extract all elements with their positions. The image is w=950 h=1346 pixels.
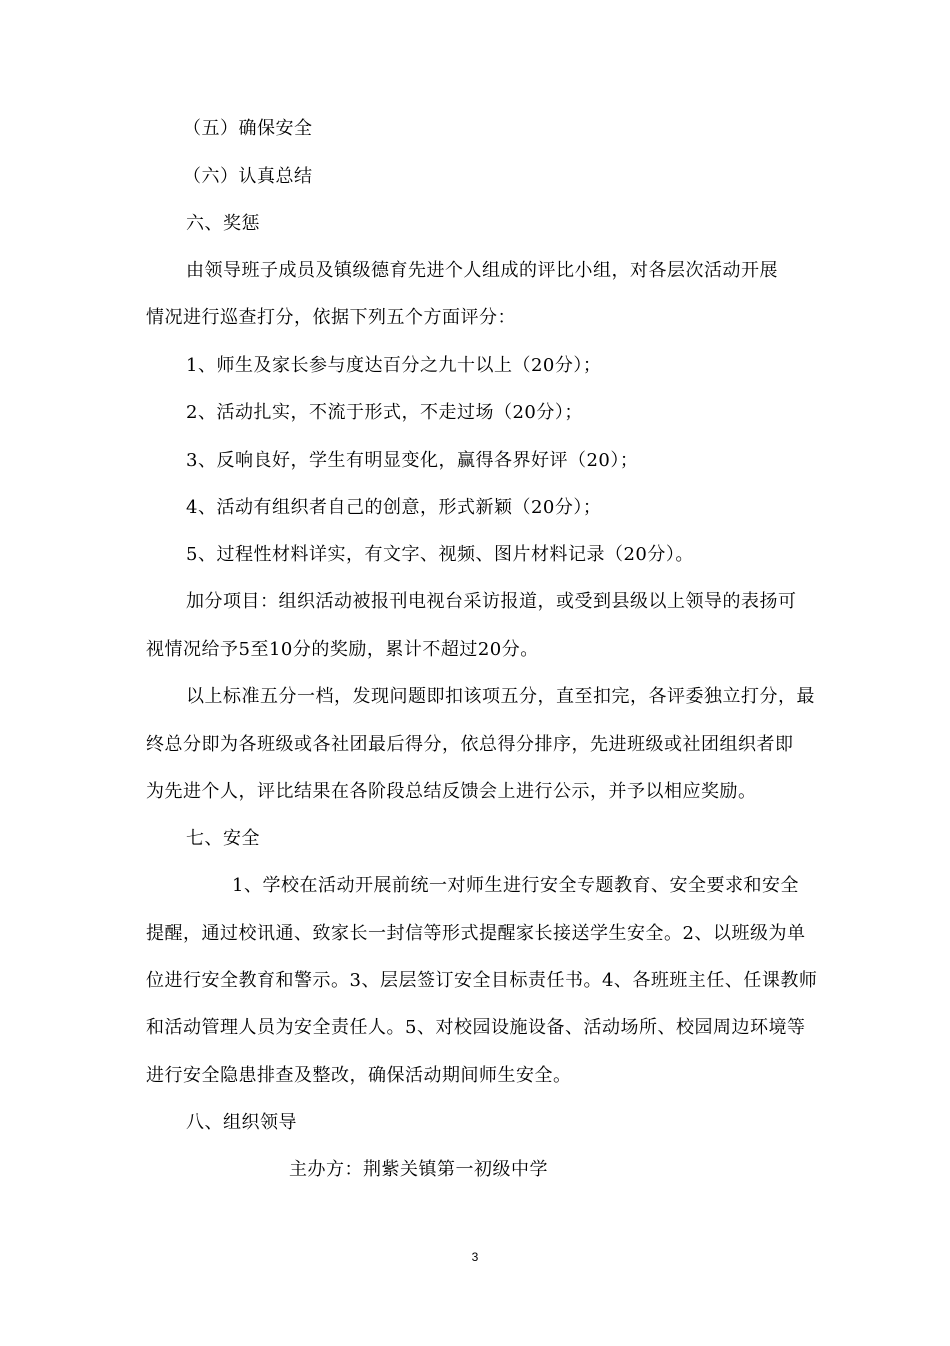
- paragraph-line: 终总分即为各班级或各社团最后得分，依总得分排序，先进班级或社团组织者即: [146, 734, 794, 755]
- heading-safety: 七、安全: [186, 828, 260, 849]
- subheading-summary: （六）认真总结: [183, 166, 313, 187]
- paragraph-line: 提醒，通过校讯通、致家长一封信等形式提醒家长接送学生安全。2、以班级为单: [146, 923, 806, 944]
- criteria-item-3: 3、反响良好，学生有明显变化，赢得各界好评（20）；: [186, 450, 639, 471]
- organizer-line: 主办方：荆紫关镇第一初级中学: [289, 1159, 548, 1180]
- paragraph-line: 加分项目：组织活动被报刊电视台采访报道，或受到县级以上领导的表扬可: [186, 591, 797, 612]
- heading-organization: 八、组织领导: [186, 1112, 297, 1133]
- paragraph-line: 和活动管理人员为安全责任人。5、对校园设施设备、活动场所、校园周边环境等: [146, 1017, 806, 1038]
- paragraph-line: 情况进行巡查打分，依据下列五个方面评分：: [146, 307, 516, 328]
- heading-rewards: 六、奖惩: [186, 213, 260, 234]
- criteria-item-5: 5、过程性材料详实，有文字、视频、图片材料记录（20分）。: [186, 544, 694, 565]
- paragraph-line: 位进行安全教育和警示。3、层层签订安全目标责任书。4、各班班主任、任课教师: [146, 970, 818, 991]
- paragraph-line: 由领导班子成员及镇级德育先进个人组成的评比小组，对各层次活动开展: [186, 260, 778, 281]
- criteria-item-1: 1、师生及家长参与度达百分之九十以上（20分）；: [186, 355, 602, 376]
- paragraph-line: 视情况给予5至10分的奖励，累计不超过20分。: [146, 639, 539, 660]
- page-number: 3: [471, 1250, 479, 1264]
- paragraph-line: 1、学校在活动开展前统一对师生进行安全专题教育、安全要求和安全: [232, 875, 799, 896]
- criteria-item-2: 2、活动扎实，不流于形式，不走过场（20分）；: [186, 402, 583, 423]
- subheading-ensure-safety: （五）确保安全: [183, 118, 313, 139]
- criteria-item-4: 4、活动有组织者自己的创意，形式新颖（20分）；: [186, 497, 602, 518]
- paragraph-line: 为先进个人，评比结果在各阶段总结反馈会上进行公示，并予以相应奖励。: [146, 781, 757, 802]
- paragraph-line: 进行安全隐患排查及整改，确保活动期间师生安全。: [146, 1065, 572, 1086]
- paragraph-line: 以上标准五分一档，发现问题即扣该项五分，直至扣完，各评委独立打分，最: [186, 686, 815, 707]
